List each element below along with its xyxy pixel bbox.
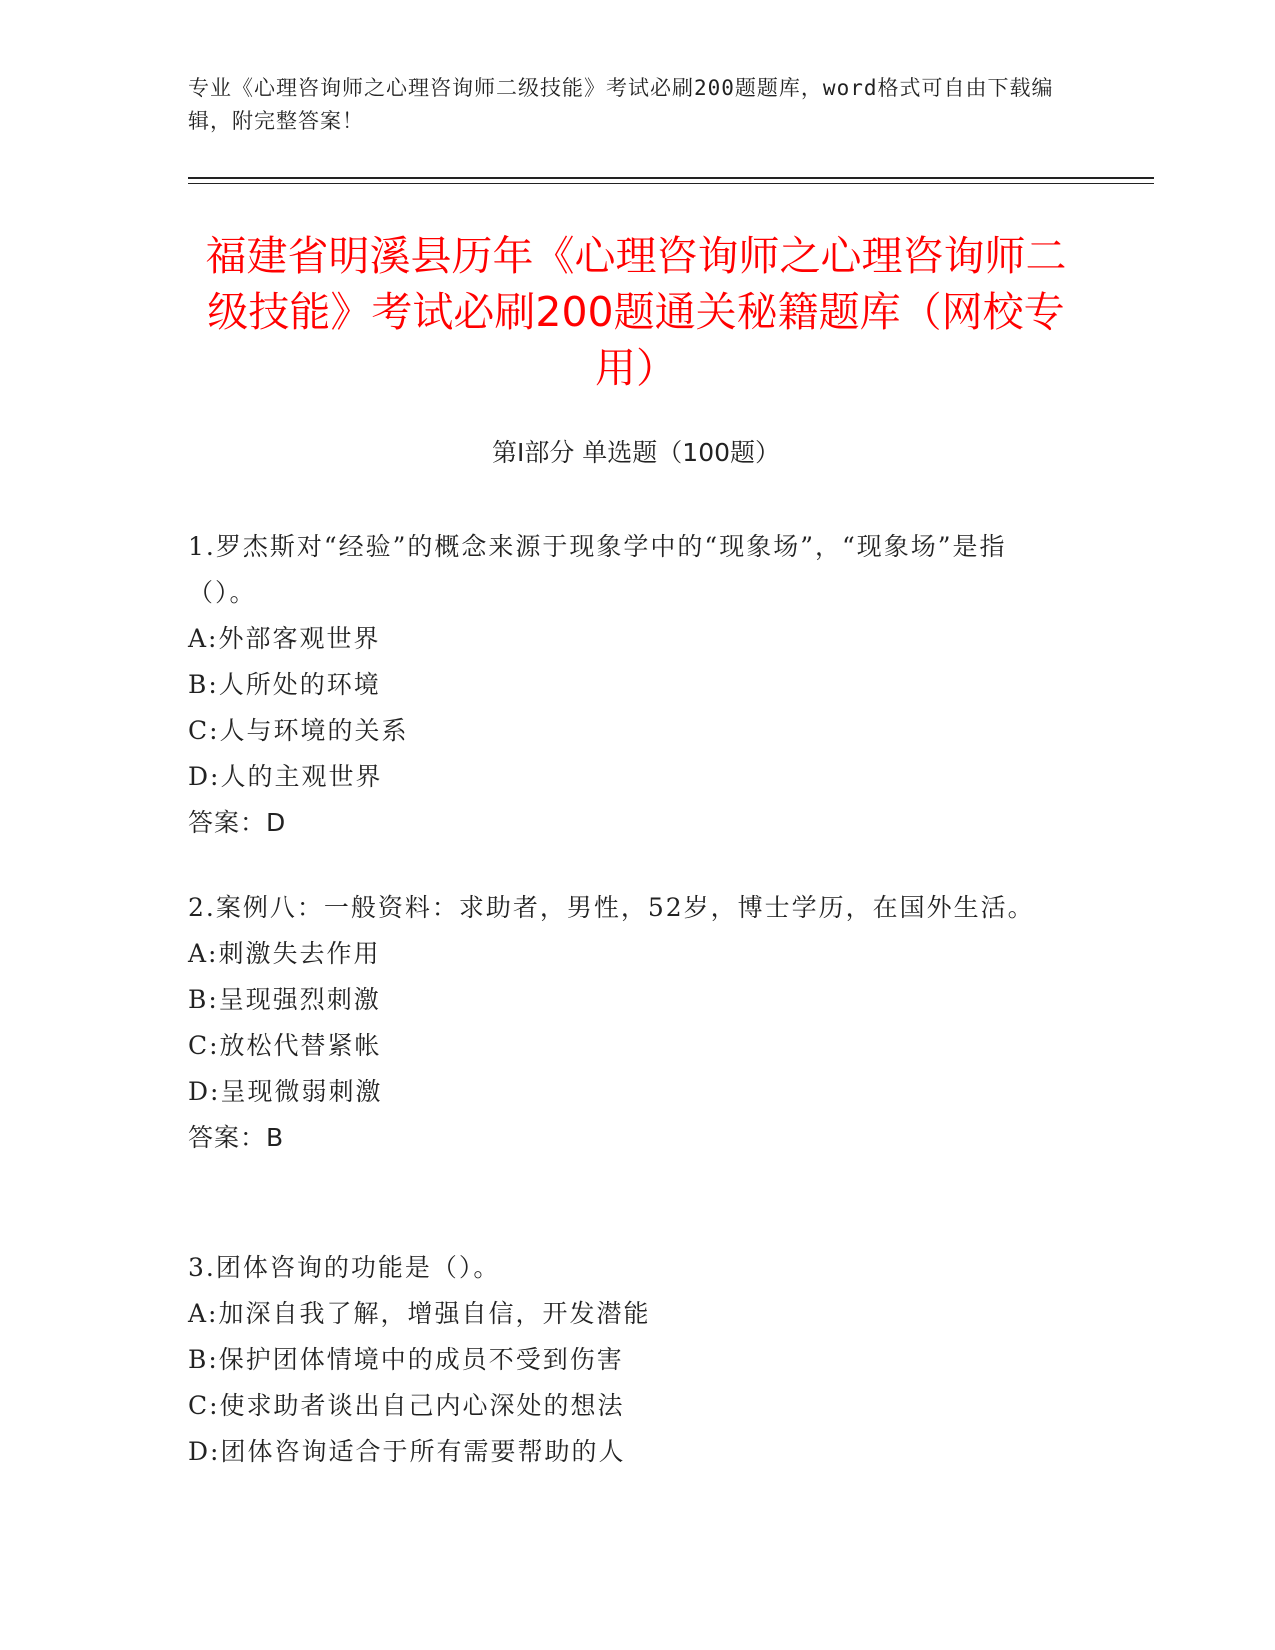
option-b: B:呈现强烈刺激 [188,985,381,1014]
option-a: A:刺激失去作用 [188,939,381,968]
question-3 [188,1245,1068,1475]
option-c: C:使求助者谈出自己内心深处的想法 [188,1391,625,1420]
option-d: D:人的主观世界 [188,762,383,791]
document-title: 福建省明溪县历年《心理咨询师之心理咨询师二级技能》考试必刷200题通关秘籍题库（网校专用） [205,232,1067,392]
question-stem: 3.团体咨询的功能是（）。 [188,1253,501,1282]
question-stem: 2.案例八：一般资料：求助者，男性，52岁，博士学历，在国外生活。 [188,893,1035,922]
option-d: D:团体咨询适合于所有需要帮助的人 [188,1437,626,1466]
option-a: A:加深自我了解，增强自信，开发潜能 [188,1299,651,1328]
question-1 [188,524,1068,846]
header-divider-thin [188,183,1154,184]
answer: 答案：B [188,1123,285,1152]
question-2 [188,885,1068,1161]
header-note: 专业《心理咨询师之心理咨询师二级技能》考试必刷200题题库，word格式可自由下载编辑，附完整答案！ [188,76,1054,133]
option-b: B:保护团体情境中的成员不受到伤害 [188,1345,624,1374]
option-c: C:人与环境的关系 [188,716,409,745]
question-stem: 1.罗杰斯对“经验”的概念来源于现象学中的“现象场”，“现象场”是指（）。 [188,532,1007,607]
option-c: C:放松代替紧帐 [188,1031,382,1060]
option-a: A:外部客观世界 [188,624,381,653]
option-d: D:呈现微弱刺激 [188,1077,383,1106]
option-b: B:人所处的环境 [188,670,381,699]
section-title: 第Ⅰ部分 单选题（100题） [491,438,781,467]
answer: 答案：D [188,808,287,837]
header-divider-thick [188,177,1154,179]
